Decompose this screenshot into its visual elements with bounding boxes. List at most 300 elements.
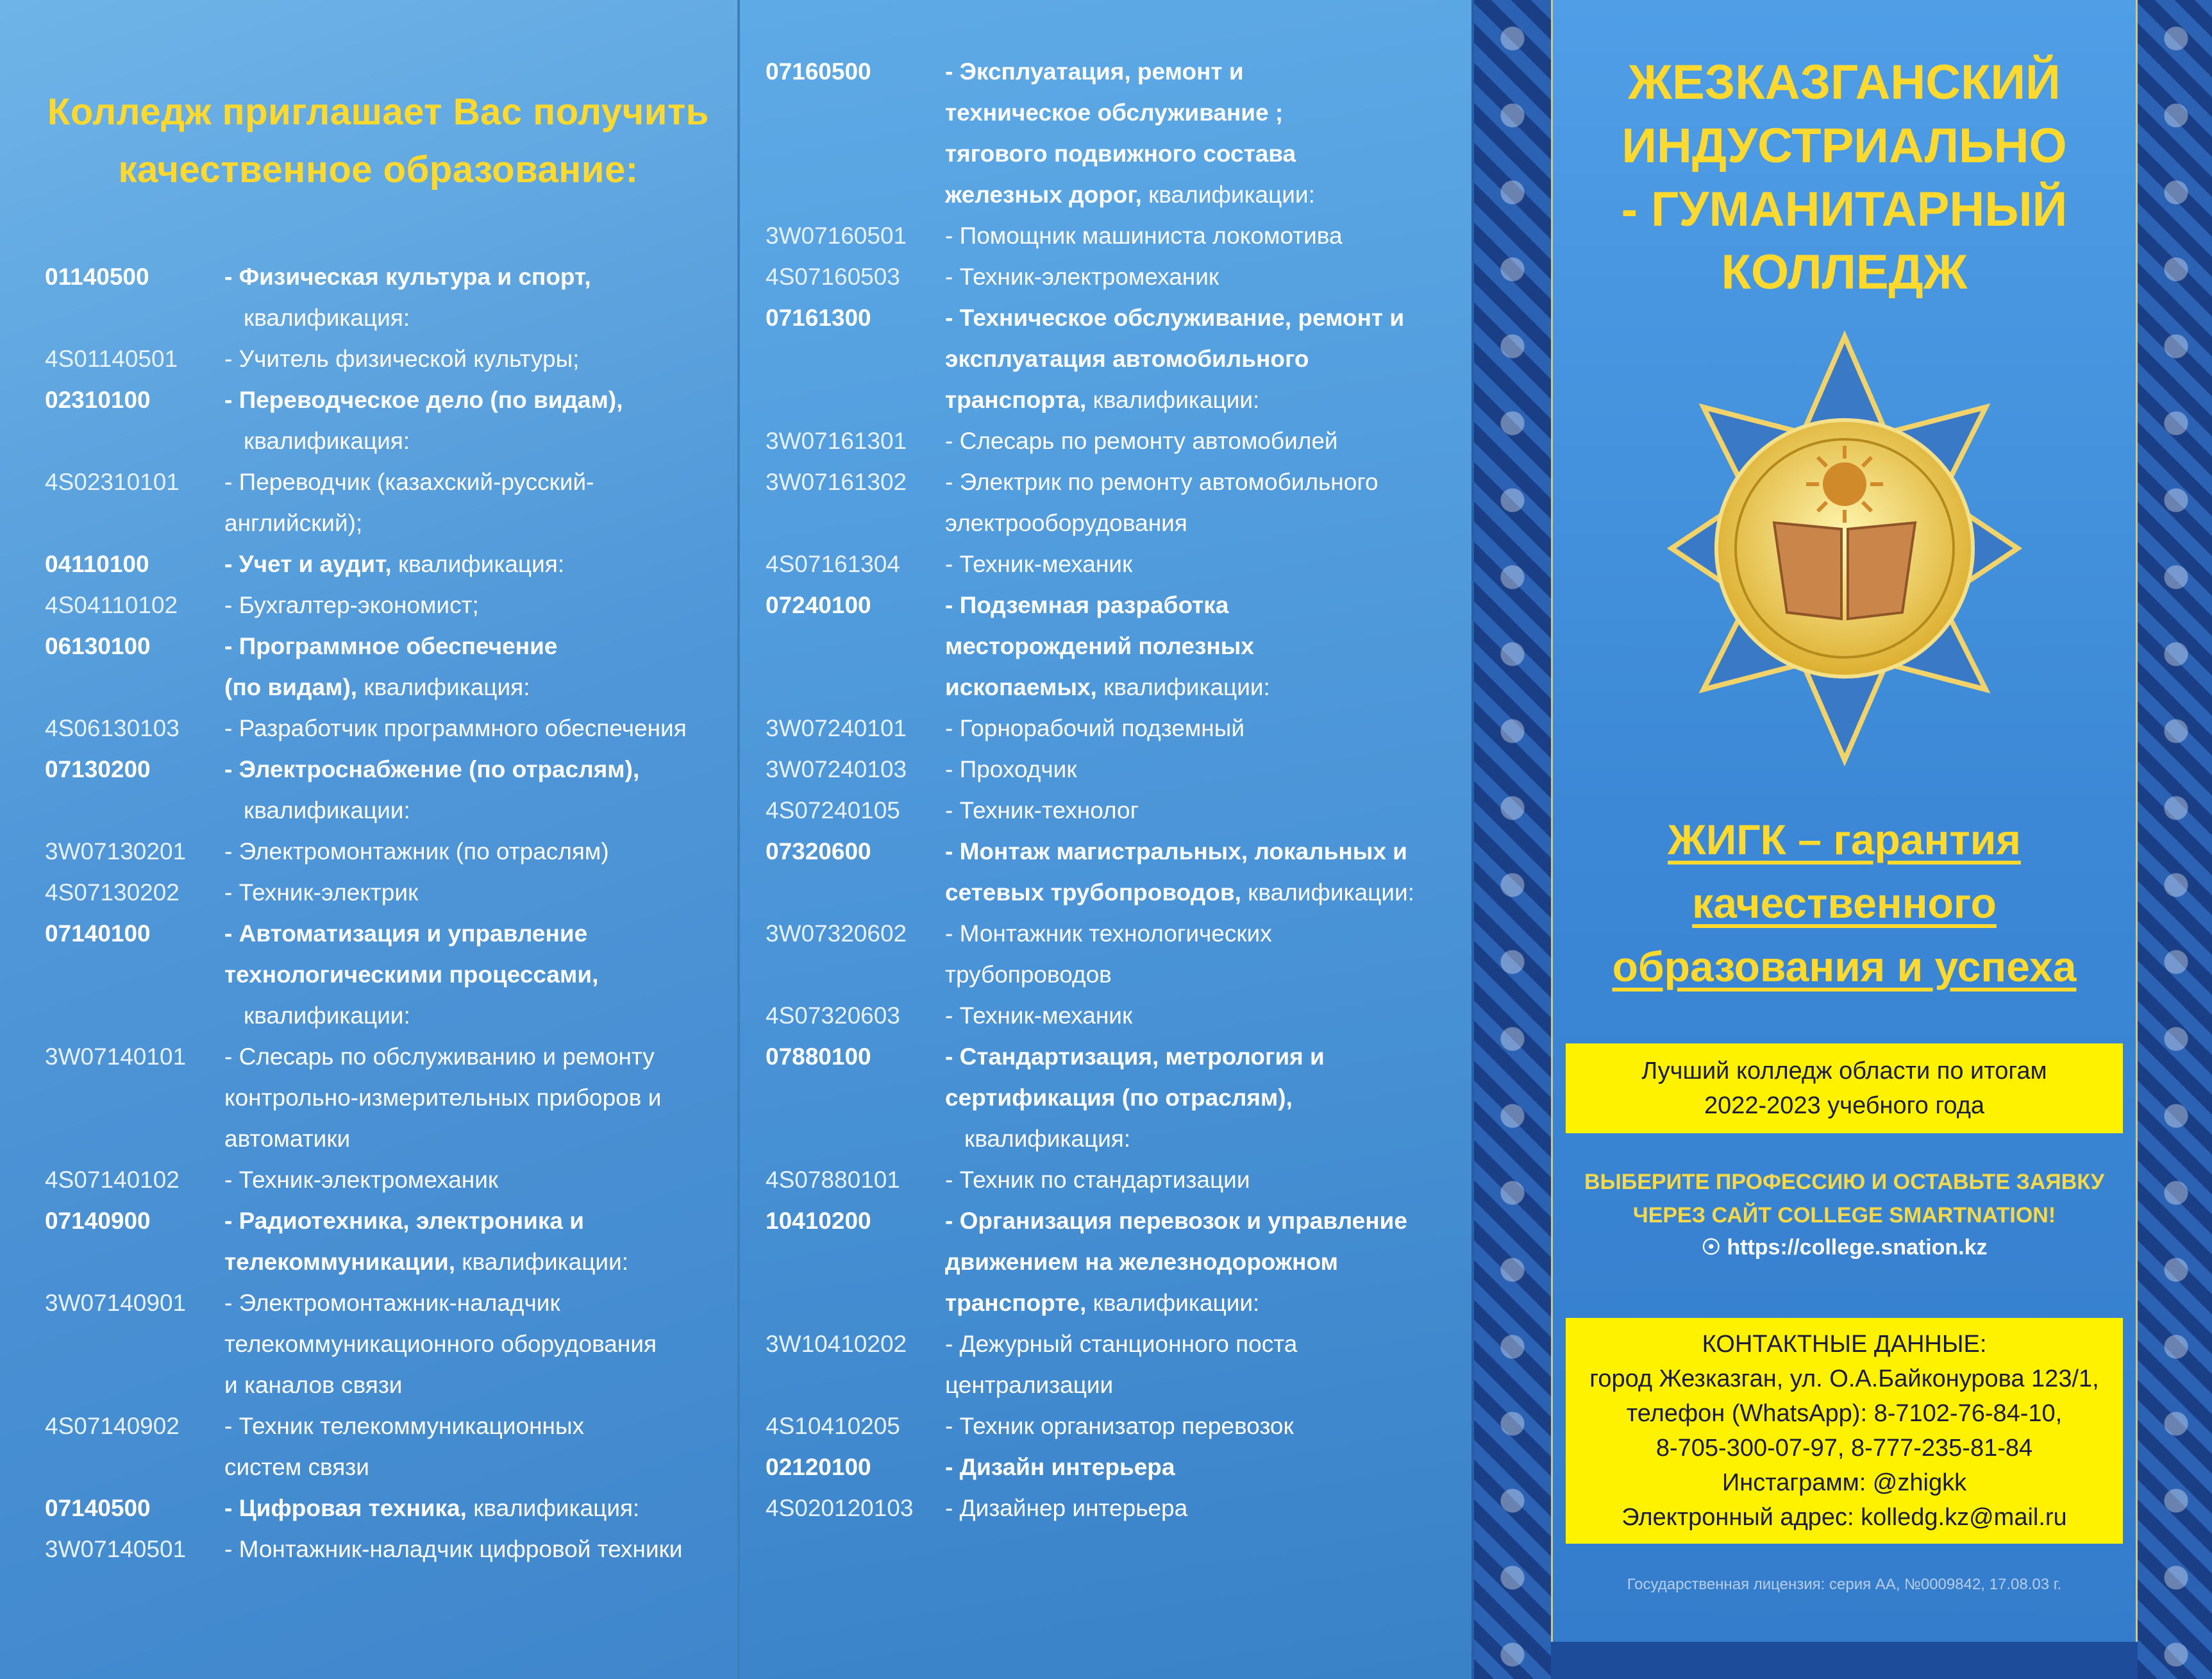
specialty-row	[45, 298, 712, 339]
specialty-code: 4S07140902	[45, 1412, 180, 1439]
slogan-line: качественного	[1692, 879, 1997, 927]
entry-text: - Горнорабочий подземный	[945, 715, 1244, 741]
qualification-item	[945, 421, 1446, 462]
specialty-row	[45, 1201, 712, 1242]
specialty-code	[45, 1447, 224, 1488]
specialty-row	[766, 174, 1446, 215]
entry-text: - Дизайн интерьера	[945, 1454, 1175, 1480]
qualification-label: квалификация:	[466, 1494, 640, 1521]
specialty-row	[766, 913, 1446, 954]
specialty-row	[766, 421, 1446, 462]
specialty-title	[945, 1036, 1446, 1077]
entry-text: технологическими процессами,	[224, 961, 599, 988]
specialty-code: 3W07130201	[45, 838, 187, 865]
specialty-row	[45, 1324, 712, 1365]
specialty-list-middle	[766, 51, 1446, 1529]
specialty-code: 4S07320603	[766, 1002, 900, 1029]
cover-inner	[1551, 0, 2138, 1642]
specialty-code: 07161300	[766, 305, 871, 331]
entry-text: - Монтажник-наладчик цифровой техники	[224, 1535, 683, 1562]
specialty-code: 4S07161304	[766, 551, 900, 577]
specialty-row	[45, 1283, 712, 1324]
specialty-code	[766, 872, 945, 913]
specialty-code: 3W07161302	[766, 469, 907, 495]
specialty-code: 3W07161301	[766, 428, 907, 454]
specialty-list-left	[45, 257, 712, 1570]
specialty-row	[766, 1242, 1446, 1283]
specialty-title	[945, 585, 1446, 626]
specialty-row	[766, 585, 1446, 626]
college-name-line: ИНДУСТРИАЛЬНО	[1621, 118, 2067, 173]
specialty-code: 3W07320602	[766, 920, 907, 947]
entry-text: движением на железнодорожном	[945, 1249, 1338, 1275]
specialty-title	[945, 92, 1446, 133]
entry-text: - Электроснабжение (по отраслям),	[224, 755, 640, 782]
specialty-row	[45, 1160, 712, 1201]
specialty-code: 01140500	[45, 263, 149, 290]
specialty-code: 4S07130202	[45, 879, 180, 906]
middle-panel	[737, 0, 1471, 1679]
entry-text: - Учитель физической культуры;	[224, 345, 580, 372]
specialty-row	[766, 831, 1446, 872]
entry-text: - Помощник машиниста локомотива	[945, 223, 1343, 249]
entry-text: - Программное обеспечение	[224, 632, 558, 659]
specialty-title	[945, 298, 1446, 339]
specialty-row	[766, 1077, 1446, 1118]
entry-text: автоматики	[224, 1125, 351, 1152]
contact-phone-extra: 8-705-300-07-97, 8-777-235-81-84	[1655, 1435, 2033, 1462]
entry-text: - Электромонтажник-наладчик	[224, 1289, 560, 1316]
specialty-title	[224, 667, 712, 708]
specialty-row	[766, 544, 1446, 585]
award-line: Лучший колледж области по итогам	[1641, 1058, 2047, 1085]
qualification-label: квалификации:	[1241, 879, 1414, 906]
specialty-title	[224, 1201, 712, 1242]
slogan-line: образования и успеха	[1612, 943, 2077, 991]
specialty-title	[224, 749, 712, 790]
specialty-row	[766, 298, 1446, 339]
specialty-code	[45, 1242, 224, 1283]
invitation-heading	[45, 83, 712, 199]
specialty-title	[945, 1447, 1446, 1488]
ornament-border-left	[1474, 0, 1551, 1679]
specialty-row	[766, 1447, 1446, 1488]
specialty-title	[945, 133, 1446, 174]
qualification-label	[224, 995, 712, 1036]
specialty-row	[766, 51, 1446, 92]
entry-text: месторождений полезных	[945, 633, 1254, 659]
specialty-code	[45, 1118, 224, 1160]
specialty-code: 4S020120103	[766, 1495, 914, 1521]
specialty-code: 02310100	[45, 386, 151, 413]
specialty-title	[224, 1242, 712, 1283]
entry-text: - Монтаж магистральных, локальных и	[945, 838, 1407, 865]
specialty-title	[945, 831, 1446, 872]
application-call-to-action	[1553, 1165, 2136, 1232]
specialty-code	[766, 1365, 945, 1406]
qualification-item	[224, 1160, 712, 1201]
entry-text: квалификация:	[964, 1126, 1131, 1152]
specialty-code: 06130100	[45, 632, 151, 659]
specialty-row	[766, 995, 1446, 1036]
cta-line: ВЫБЕРИТЕ ПРОФЕССИЮ И ОСТАВЬТЕ ЗАЯВКУ	[1584, 1170, 2105, 1195]
specialty-code	[45, 667, 224, 708]
specialty-row	[45, 1118, 712, 1160]
left-panel	[0, 0, 737, 1679]
contact-instagram: Инстаграмм: @zhigkk	[1722, 1469, 1967, 1497]
specialty-row	[45, 1365, 712, 1406]
specialty-title	[945, 1077, 1446, 1118]
college-name-line: КОЛЛЕДЖ	[1721, 245, 1968, 300]
qualification-item	[224, 831, 712, 872]
specialty-title	[945, 339, 1446, 380]
specialty-code: 3W07140101	[45, 1043, 187, 1070]
specialty-row	[766, 1488, 1446, 1529]
specialty-code: 07130200	[45, 755, 151, 782]
cover-panel	[1471, 0, 2212, 1679]
entry-text: трубопроводов	[945, 961, 1112, 988]
specialty-row	[45, 1447, 712, 1488]
globe-icon: ☉	[1701, 1235, 1721, 1260]
specialty-title	[945, 380, 1446, 421]
qualification-item	[224, 1283, 712, 1324]
specialty-code	[766, 174, 945, 215]
qualification-item	[945, 954, 1446, 995]
specialty-row	[766, 215, 1446, 257]
qualification-item	[945, 995, 1446, 1036]
specialty-row	[766, 1160, 1446, 1201]
specialty-code	[45, 995, 224, 1036]
entry-text: - Разработчик программного обеспечения	[224, 714, 687, 741]
specialty-row	[45, 831, 712, 872]
cta-line: ЧЕРЕЗ САЙТ COLLEGE SMARTNATION!	[1632, 1203, 2056, 1228]
specialty-code: 4S04110102	[45, 591, 178, 618]
entry-text: - Техник-электрик	[224, 879, 419, 906]
award-box	[1566, 1043, 2123, 1133]
qualification-item	[945, 503, 1446, 544]
entry-text: - Техник организатор перевозок	[945, 1413, 1294, 1439]
specialty-title	[945, 667, 1446, 708]
specialty-code: 07140100	[45, 920, 151, 947]
specialty-row	[766, 708, 1446, 749]
specialty-code: 3W10410202	[766, 1331, 907, 1357]
specialty-code	[766, 380, 945, 421]
specialty-row	[766, 1201, 1446, 1242]
qualification-item	[945, 749, 1446, 790]
entry-text: - Слесарь по ремонту автомобилей	[945, 428, 1338, 454]
specialty-row	[45, 995, 712, 1036]
specialty-row	[45, 1406, 712, 1447]
entry-text: - Электрик по ремонту автомобильного	[945, 469, 1378, 495]
website-link[interactable]	[1553, 1235, 2136, 1260]
specialty-code: 4S02310101	[45, 468, 180, 495]
contacts-title: КОНТАКТНЫЕ ДАННЫЕ:	[1702, 1331, 1987, 1358]
specialty-row	[45, 257, 712, 298]
specialty-title	[945, 174, 1446, 215]
contact-email: Электронный адрес: kolledg.kz@mail.ru	[1621, 1504, 2067, 1531]
specialty-title	[224, 380, 712, 421]
specialty-row	[766, 380, 1446, 421]
specialty-code: 07140900	[45, 1207, 151, 1234]
entry-text: - Организация перевозок и управление	[945, 1208, 1407, 1234]
college-name-line: - ГУМАНИТАРНЫЙ	[1621, 181, 2068, 237]
qualification-item	[224, 462, 712, 544]
specialty-code: 10410200	[766, 1208, 871, 1234]
specialty-row	[766, 1406, 1446, 1447]
specialty-code: 07140500	[45, 1494, 151, 1521]
entry-text: техническое обслуживание ;	[945, 99, 1284, 126]
entry-text: - Техническое обслуживание, ремонт и	[945, 305, 1405, 331]
qualification-item	[945, 708, 1446, 749]
specialty-code: 07320600	[766, 838, 871, 865]
qualification-label	[224, 790, 712, 831]
qualification-item	[224, 1324, 712, 1365]
entry-text: - Монтажник технологических	[945, 920, 1272, 947]
specialty-row	[766, 92, 1446, 133]
qualification-label: квалификации:	[1086, 1290, 1260, 1316]
qualification-item	[945, 257, 1446, 298]
specialty-row	[45, 585, 712, 626]
specialty-row	[766, 133, 1446, 174]
specialty-title	[224, 544, 712, 585]
award-line: 2022-2023 учебного года	[1704, 1092, 1985, 1120]
specialty-row	[766, 1324, 1446, 1365]
contact-address: город Жезказган, ул. О.А.Байконурова 123/1,	[1589, 1365, 2099, 1393]
specialty-row	[45, 380, 712, 421]
specialty-code: 04110100	[45, 550, 149, 577]
specialty-code: 4S06130103	[45, 714, 180, 741]
specialty-code	[766, 1077, 945, 1118]
college-emblem	[1553, 330, 2136, 770]
specialty-code	[45, 298, 224, 339]
specialty-code: 3W07160501	[766, 223, 907, 249]
qualification-item	[224, 1406, 712, 1447]
specialty-title	[945, 1242, 1446, 1283]
specialty-code: 4S07140102	[45, 1166, 180, 1193]
entry-text: - Учет и аудит,	[224, 550, 392, 577]
entry-text: централизации	[945, 1372, 1114, 1398]
entry-text: электрооборудования	[945, 510, 1187, 536]
qualification-item	[224, 1077, 712, 1118]
entry-text: железных дорог,	[945, 181, 1142, 208]
entry-text: - Техник-механик	[945, 551, 1133, 577]
qualification-label: квалификация:	[357, 673, 530, 700]
specialty-title	[224, 1488, 712, 1529]
entry-text: телекоммуникационного оборудования	[224, 1330, 657, 1357]
specialty-code: 3W07140501	[45, 1535, 187, 1562]
specialty-row	[45, 339, 712, 380]
specialty-row	[45, 544, 712, 585]
qualification-label	[945, 1118, 1446, 1160]
contacts-box	[1566, 1318, 2123, 1544]
specialty-title	[945, 51, 1446, 92]
entry-text: - Дежурный станционного поста	[945, 1331, 1298, 1357]
specialty-row	[45, 667, 712, 708]
entry-text: - Автоматизация и управление	[224, 920, 588, 947]
qualification-label	[224, 421, 712, 462]
entry-text: квалификация:	[244, 304, 410, 331]
specialty-row	[45, 1077, 712, 1118]
entry-text: телекоммуникации,	[224, 1248, 455, 1275]
specialty-row	[766, 462, 1446, 503]
specialty-row	[45, 1488, 712, 1529]
specialty-code	[766, 339, 945, 380]
qualification-label	[224, 298, 712, 339]
specialty-code: 3W07240103	[766, 756, 907, 782]
specialty-code	[45, 1365, 224, 1406]
entry-text: сертификация (по отраслям),	[945, 1084, 1293, 1111]
entry-text: - Подземная разработка	[945, 592, 1229, 618]
qualification-item	[224, 1365, 712, 1406]
specialty-title	[945, 1201, 1446, 1242]
qualification-item	[224, 1447, 712, 1488]
qualification-item	[224, 585, 712, 626]
qualification-label: квалификации:	[1096, 674, 1270, 700]
specialty-title	[945, 872, 1446, 913]
specialty-row	[766, 257, 1446, 298]
specialty-row	[45, 913, 712, 954]
qualification-item	[224, 1036, 712, 1077]
qualification-item	[224, 1118, 712, 1160]
entry-text: - Проходчик	[945, 756, 1077, 782]
specialty-row	[45, 1242, 712, 1283]
specialty-row	[766, 1118, 1446, 1160]
specialty-title	[224, 954, 712, 995]
specialty-row	[45, 626, 712, 667]
qualification-item	[224, 1529, 712, 1570]
entry-text: ископаемых,	[945, 674, 1097, 700]
entry-text: - Техник-механик	[945, 1002, 1133, 1029]
qualification-item	[945, 1488, 1446, 1529]
specialty-row	[766, 1036, 1446, 1077]
entry-text: - Дизайнер интерьера	[945, 1495, 1188, 1521]
specialty-code: 4S07240105	[766, 797, 900, 823]
qualification-item	[945, 215, 1446, 257]
specialty-row	[766, 749, 1446, 790]
specialty-row	[45, 1529, 712, 1570]
qualification-item	[945, 1406, 1446, 1447]
qualification-item	[945, 1324, 1446, 1365]
specialty-row	[766, 1365, 1446, 1406]
qualification-item	[224, 708, 712, 749]
qualification-item	[945, 1160, 1446, 1201]
specialty-code: 4S07880101	[766, 1167, 900, 1193]
specialty-row	[766, 872, 1446, 913]
qualification-label: квалификации:	[1141, 181, 1315, 208]
qualification-label: квалификация:	[391, 550, 565, 577]
entry-text: транспорта,	[945, 387, 1087, 413]
entry-text: - Электромонтажник (по отраслям)	[224, 838, 609, 865]
specialty-row	[766, 339, 1446, 380]
entry-text: квалификации:	[244, 797, 410, 823]
state-license: Государственная лицензия: серия АА, №0009842, 17.08.03 г.	[1627, 1576, 2062, 1594]
slogan-line: ЖИГК – гарантия	[1668, 816, 2021, 864]
specialty-row	[766, 954, 1446, 995]
entry-text: квалификация:	[244, 427, 410, 454]
qualification-label: квалификации:	[455, 1248, 629, 1275]
specialty-code: 07160500	[766, 58, 871, 85]
heading-line-2: качественное образование:	[118, 148, 639, 190]
specialty-row	[766, 667, 1446, 708]
entry-text: - Цифровая техника,	[224, 1494, 467, 1521]
entry-text: (по видам),	[224, 673, 358, 700]
qualification-item	[224, 339, 712, 380]
entry-text: - Слесарь по обслуживанию и ремонту	[224, 1043, 655, 1070]
specialty-code	[766, 954, 945, 995]
specialty-code	[45, 421, 224, 462]
specialty-code	[766, 133, 945, 174]
specialty-code	[766, 1242, 945, 1283]
entry-text: - Стандартизация, метрология и	[945, 1043, 1325, 1070]
entry-text: эксплуатация автомобильного	[945, 346, 1309, 372]
specialty-row	[45, 749, 712, 790]
entry-text: и каналов связи	[224, 1371, 403, 1398]
college-name	[1553, 51, 2136, 305]
specialty-row	[45, 872, 712, 913]
specialty-code	[766, 503, 945, 544]
specialty-code: 4S10410205	[766, 1413, 900, 1439]
entry-text: - Техник телекоммуникационных	[224, 1412, 585, 1439]
entry-text: - Переводчик (казахский-русский-английский);	[224, 468, 594, 536]
entry-text: - Переводческое дело (по видам),	[224, 386, 623, 413]
entry-text: контрольно-измерительных приборов и	[224, 1084, 662, 1111]
specialty-row	[45, 708, 712, 749]
specialty-code: 3W07240101	[766, 715, 907, 741]
entry-text: - Техник-электромеханик	[945, 264, 1219, 290]
heading-line-1: Колледж приглашает Вас получить	[47, 91, 709, 133]
qualification-item	[224, 872, 712, 913]
specialty-code: 07880100	[766, 1043, 871, 1070]
specialty-title	[224, 257, 712, 298]
qualification-item	[945, 1365, 1446, 1406]
entry-text: тягового подвижного состава	[945, 140, 1296, 167]
entry-text: - Бухгалтер-экономист;	[224, 591, 479, 618]
specialty-row	[766, 1283, 1446, 1324]
qualification-item	[945, 544, 1446, 585]
ornament-border-right	[2138, 0, 2212, 1679]
specialty-code	[766, 667, 945, 708]
specialty-title	[945, 1283, 1446, 1324]
entry-text: квалификации:	[244, 1002, 410, 1029]
specialty-code	[766, 1118, 945, 1160]
college-name-line: ЖЕЗКАЗГАНСКИЙ	[1628, 55, 2061, 110]
specialty-title	[224, 626, 712, 667]
specialty-code: 02120100	[766, 1454, 871, 1480]
entry-text: - Техник-технолог	[945, 797, 1139, 823]
specialty-code	[766, 1283, 945, 1324]
specialty-code	[766, 626, 945, 667]
entry-text: - Физическая культура и спорт,	[224, 263, 591, 290]
entry-text: систем связи	[224, 1453, 369, 1480]
specialty-title	[224, 913, 712, 954]
emblem-star-icon	[1665, 330, 2024, 766]
entry-text: - Радиотехника, электроника и	[224, 1207, 584, 1234]
specialty-code	[45, 790, 224, 831]
specialty-row	[45, 790, 712, 831]
specialty-code: 07240100	[766, 592, 871, 618]
qualification-item	[945, 790, 1446, 831]
entry-text: - Техник по стандартизации	[945, 1167, 1250, 1193]
specialty-row	[45, 421, 712, 462]
qualification-item	[945, 462, 1446, 503]
specialty-code	[45, 954, 224, 995]
website-url[interactable]: https://college.snation.kz	[1727, 1235, 1988, 1260]
contact-phone: телефон (WhatsApp): 8-7102-76-84-10,	[1626, 1400, 2063, 1428]
specialty-code	[45, 1324, 224, 1365]
entry-text: транспорте,	[945, 1290, 1087, 1316]
specialty-code: 3W07140901	[45, 1289, 187, 1316]
specialty-row	[45, 462, 712, 544]
